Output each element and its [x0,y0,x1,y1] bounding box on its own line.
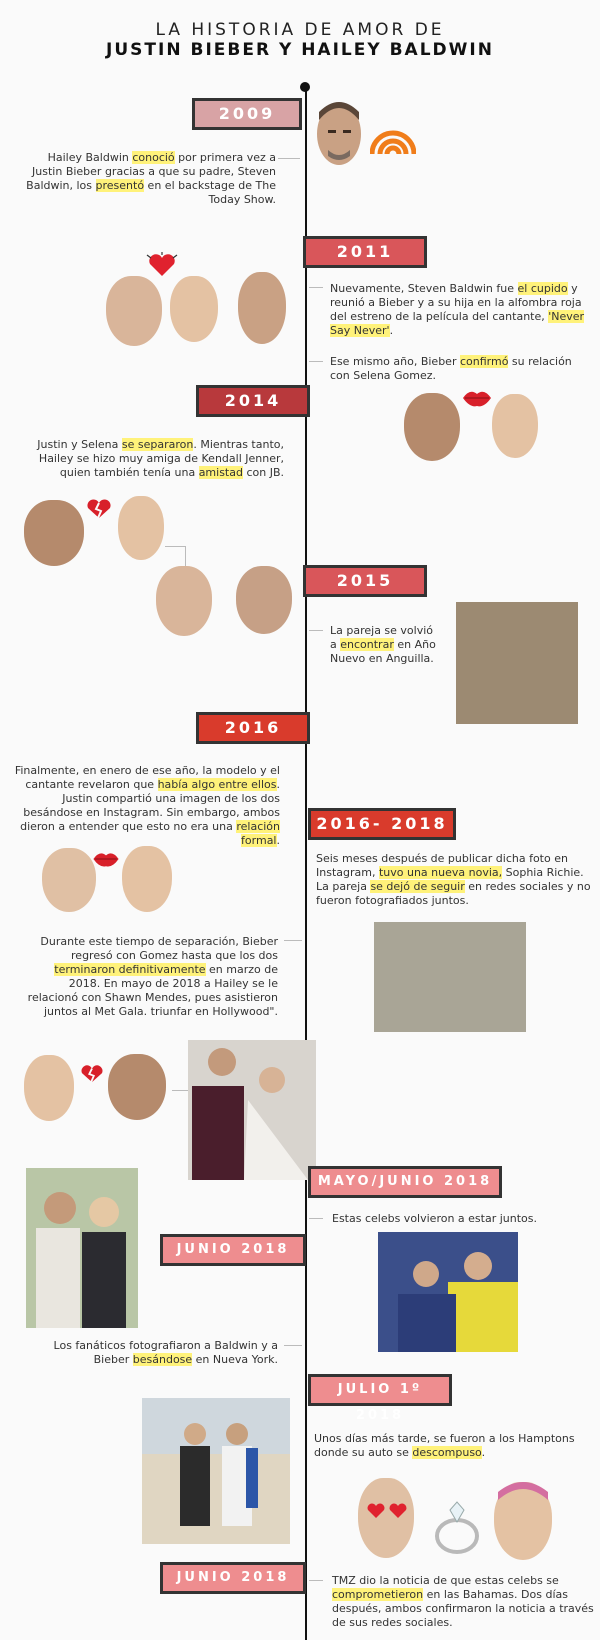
justin-sofia-photo [374,922,526,1032]
hailey-face-image [106,276,162,346]
hamptons-beach-photo [142,1398,290,1544]
selena-face-image [108,1054,166,1120]
justin-face-image [170,276,218,342]
event-junio-a-text: Los fanáticos fotografiaron a Baldwin y a Bieber besándose en Nueva York. [53,1339,278,1366]
title-line-1: LA HISTORIA DE AMOR DE [155,20,445,40]
steven-baldwin-face-image [314,98,364,168]
connector-tick [284,1345,302,1346]
connector-tick [278,158,300,159]
badge-2015: 2015 [303,565,427,597]
event-2014-text: Justin y Selena se separaron. Mientras tanto, Hailey se hizo muy amiga de Kendall Jenner, quien también tenía una amistad con JB. [37,438,284,479]
badge-julio-2018: JULIO 1º 2018 [308,1374,452,1406]
badge-junio-2018-a: JUNIO 2018 [160,1234,306,1266]
steven-baldwin-face-image [238,272,286,344]
event-julio-text: Unos días más tarde, se fueron a los Hamptons donde su auto se descompuso. [314,1432,575,1459]
badge-2016-2018: 2016- 2018 [308,808,456,840]
event-2016-2018a-text: Seis meses después de publicar dicha foto en Instagram, tuvo una nueva novia, Sophia Richie. La pareja se dejó de seguir en redes sociales y no fueron fotografiados juntos. [316,852,591,907]
timeline-line [305,86,307,1640]
couple-anguilla-photo [456,602,578,724]
today-show-logo-icon [370,130,416,154]
justin-face-image [118,496,164,560]
event-2015-text: La pareja se volvió a encontrar en Año Nuevo en Anguilla. [330,624,436,665]
connector-tick [309,630,323,631]
lips-icon [92,850,120,868]
selena-face-image [404,393,460,461]
justin-face-image [24,1055,74,1121]
engagement-ring-icon [432,1500,482,1554]
connector-tick [284,940,302,941]
lips-icon [462,388,492,408]
justin-face-image [122,846,172,912]
badge-2014: 2014 [196,385,310,417]
timeline-start-dot [300,82,310,92]
title-line-2: JUSTIN BIEBER Y HAILEY BALDWIN [106,40,494,60]
event-2011b-text: Ese mismo año, Bieber confirmó su relación con Selena Gomez. [330,355,572,382]
hailey-heart-eyes-face-image [358,1478,414,1558]
broken-heart-icon [84,498,114,520]
badge-junio-2018-b: JUNIO 2018 [160,1562,306,1594]
heart-emoji-icon [145,252,179,278]
hailey-face-image [156,566,212,636]
event-2011-text: Nuevamente, Steven Baldwin fue el cupido y reunió a Bieber y a su hija en la alfombra roja del estreno de la película del cantante, 'Never Say Never'. [330,282,585,337]
badge-2016: 2016 [196,712,310,744]
couple-kissing-ny-photo [26,1168,138,1328]
hailey-shawn-met-gala-photo [188,1040,316,1180]
justin-face-image [494,1482,552,1560]
event-mayo-text: Estas celebs volvieron a estar juntos. [332,1212,537,1225]
connector-tick [309,287,323,288]
connector-tick [309,1218,323,1219]
connector-tick [309,1580,323,1581]
badge-2009: 2009 [192,98,302,130]
event-2016-2018b-text: Durante este tiempo de separación, Bieber regresó con Gomez hasta que los dos terminaron definitivamente en marzo de 2018. En mayo de 2018 a Hailey se le relacionó con Shawn Mendes, pues asistieron juntos al Met Gala. triunfar en Hollywood". [27,935,278,1018]
badge-2011: 2011 [303,236,427,268]
hailey-face-image [42,848,96,912]
event-2009-text: Hailey Baldwin conoció por primera vez a Justin Bieber gracias a que su padre, Steven Baldwin, los presentó en el backstage de The Today Show. [26,151,276,206]
selena-crying-face-image [24,500,84,566]
kendall-face-image [236,566,292,634]
event-junio-b-text: TMZ dio la noticia de que estas celebs se comprometieron en las Bahamas. Dos días después, ambos confirmaron la noticia a través de sus redes sociales. [332,1574,594,1629]
badge-mayo-junio-2018: MAYO/JUNIO 2018 [308,1166,502,1198]
broken-heart-icon [78,1064,106,1084]
event-2016-text: Finalmente, en enero de ese año, la modelo y el cantante revelaron que había algo entre ellos. Justin compartió una imagen de los dos besándose en Instagram. Sin embargo, ambos dieron a entender que esto no era una relación formal. [14,764,280,847]
justin-face-image [492,394,538,458]
couple-together-photo [378,1232,518,1352]
connector-tick [309,361,323,362]
